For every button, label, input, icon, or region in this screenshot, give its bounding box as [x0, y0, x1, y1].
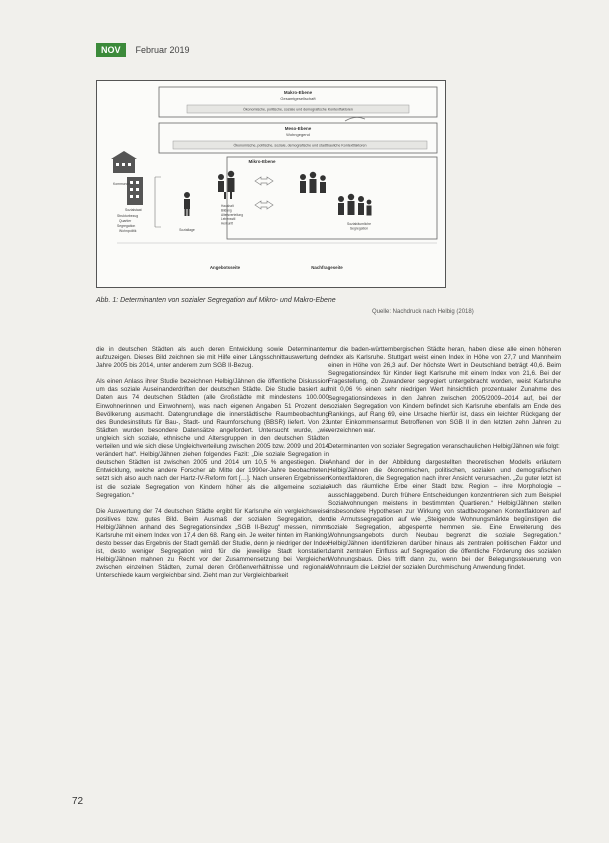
curve-arrow: [345, 117, 365, 121]
meso-title: Meso-Ebene: [284, 126, 312, 131]
left-label-2: Strukturbezug: [117, 214, 139, 218]
left-label-0: Kommunen: [113, 182, 131, 186]
bottom-left-label: Angebotsseite: [209, 265, 241, 270]
col3-label: Sozialräumliche Segregation: [347, 222, 371, 231]
right-column: [328, 346, 561, 580]
paragraph: die in deutschen Städten als auch deren Entwicklung sowie Determinanten aufzuzeigen. Dieses Bild zeichnen sie mit Hilfe einer Längsschnittauswertung der Jahre 2005 bis 2014, unter anderem zum SGB II-Bezug.: [96, 346, 329, 370]
left-label-1: Sozialstaat: [125, 208, 142, 212]
left-label-5: Wohnpolitik: [119, 229, 137, 233]
col2-label: Haushalt Bildung Altersverteilung Lebensstil Herkunft: [221, 204, 243, 226]
group-icon: [300, 172, 326, 193]
issue-date: Februar 2019: [135, 45, 190, 55]
paragraph: nur die baden-württembergischen Städte heran, haben diese alle einen höheren Index als Karlsruhe. Stuttgart weist einen Index in Höhe von 27,7 und Mannheim einen in Höhe von 26,3 auf. Der höchste Wert in Deutschland beträgt 40,6. Beim Segregationsindex für Kinder liegt Karlsruhe mit einem Index von 21,6. Bei der Fragestellung, ob Zuwanderer segregiert untergebracht worden, weist Karlsruhe mit 0,06 % einen sehr niedrigen Wert hinsichtlich prozentualer Zunahme des Segregationsindexes in den Jahren zwischen 2005/2009–2014 auf, bei der sozialen Segregation von Kindern befindet sich Karlsruhe ebenfalls am Ende des Rankings, auf Rang 69, eine Ursache hierfür ist, dass ein leichter Rückgang der unter Einkommensarmut Betroffenen von SGB II in den letzten zehn Jahren zu verzeichnen war.: [328, 346, 561, 434]
macro-sub: Gesamtgesellschaft: [280, 96, 316, 101]
person-icon: [184, 192, 190, 216]
macro-title: Makro-Ebene: [283, 90, 313, 95]
family-icon: [218, 171, 235, 199]
left-column: [96, 346, 329, 589]
meso-desc: Ökonomische, politische, soziale, demografische und stadtbauliche Kontextfaktoren: [233, 143, 367, 148]
double-arrow-icon: [255, 177, 273, 209]
page-header: [96, 43, 190, 57]
macro-desc: Ökonomische, politische, soziale und demografische Kontextfaktoren: [243, 107, 353, 112]
micro-title: Mikro-Ebene: [248, 159, 276, 164]
micro-box: [227, 157, 437, 239]
figure-credit: Quelle: Nachdruck nach Helbig (2018): [372, 309, 474, 315]
paragraph: Als einen Anlass ihrer Studie bezeichnen Helbig/Jähnen die öffentliche Diskussion um das soziale Auseinanderdriften der deutschen Städte. Die Studie basiert auf Daten aus 74 deutschen Städten (alle Großstädte mit mindestens 100.000 Einwohnerinnen und Einwohnern), was nach eigenen Angaben 51 Prozent der Bevölkerung ausmacht. Datengrundlage die innerstädtische Raumbeobachtung des Bundesinstituts für Bau-, Stadt- und Raumforschung (BBSR) liefert. Von 23 Städten wurden besondere Datensätze angefordert. Untersucht wurde, „wie ungleich sich soziale, ethnische und Altersgruppen in den deutschen Städten verteilen und wie sich diese Ungleichverteilung zwischen 2005 bzw. 2009 und 2014 verändert hat“. Helbig/Jähnen ziehen folgendes Fazit: „Die soziale Segregation in deutschen Städten ist zwischen 2005 und 2014 um 10,5 % angestiegen. Die Entwicklung, welche andere Forscher ab Mitte der 1990er-Jahre beobachteten, setzt sich also auch nach der Hartz-IV-Reform fort […]. Nach unseren Ergebnissen ist die soziale Segregation von Kindern höher als die allgemeine soziale Segregation.“: [96, 378, 329, 499]
building-icon: [111, 151, 137, 173]
figure-caption: Abb. 1: Determinanten von sozialer Segregation auf Mikro- und Makro-Ebene: [96, 297, 336, 304]
section-badge: NOV: [96, 43, 126, 57]
paragraph: Die Auswertung der 74 deutschen Städte ergibt für Karlsruhe ein vergleichsweise positives bzw. gutes Bild. Beim Ausmaß der sozialen Segregation, den Helbig/Jähnen anhand des Segregationsindex „SGB II-Bezug“ messen, nimmt Karlsruhe mit einem Index von 17,4 den 68. Rang ein. Je weiter hinten im Ranking, desto besser das Ergebnis der Stadt gemäß der Studie, denn je niedriger der Index ist, desto weniger Segregation wird für die jeweilige Stadt konstatiert. Helbig/Jähnen mahnen zu Recht vor der Zusammensetzung bei Vergleichen zwischen einzelnen Städten, zumal deren Größenverhältnisse und regionale Unterschiede kaum vergleichbar sind. Zieht man zur Vergleichbarkeit: [96, 507, 329, 580]
crowd-icon: [338, 194, 372, 216]
segregation-model-diagram: [97, 81, 445, 287]
bracket: [155, 177, 161, 227]
paragraph: Anhand der in der Abbildung dargestellten theoretischen Modells erläutern Helbig/Jähnen die ökonomischen, politischen, sozialen und demografischen Kontextfaktoren, die Segregation nach ihrer Ansicht verursachen. „Zu guter letzt ist auch das räumliche Erbe einer Stadt bzw. Region – ihre Morphologie – ausschlaggebend. Durch frühere Entscheidungen konzentrieren sich zum Beispiel Sozialwohnungen meistens in bestimmten Quartieren.“ Helbig/Jähnen stellen insbesondere Hypothesen zur Wirkung von stadtbezogenen Kontextfaktoren auf die Armutssegregation auf wie „Steigende Wohnungsmärkte begünstigen die soziale Segregation, abgesperrte hemmen sie. Eine Erweiterung des Wohnungsangebots durch Neubau begrenzt die soziale Segregation.“ Helbig/Jähnen identifizieren darüber hinaus als zentralen politischen Faktor und damit zentralen Einfluss auf Segregation die öffentliche Förderung des sozialen Wohnungsbaus. Dies trifft dann zu, wenn bei der Belegungssteuerung von Wohnraum die Leitziel der sozialen Durchmischung Anwendung findet.: [328, 459, 561, 572]
bottom-right-label: Nachfrageseite: [311, 265, 343, 270]
col1-label: Soziallage: [179, 228, 195, 232]
left-label-4: Segregation: [117, 224, 136, 228]
figure-diagram: [96, 80, 446, 288]
meso-sub: Wohngegend: [286, 132, 310, 137]
left-label-3: Quartier: [119, 219, 132, 223]
page-number: 72: [72, 796, 84, 807]
paragraph: Determinanten von sozialer Segregation veranschaulichen Helbig/Jähnen wie folgt:: [328, 443, 560, 451]
